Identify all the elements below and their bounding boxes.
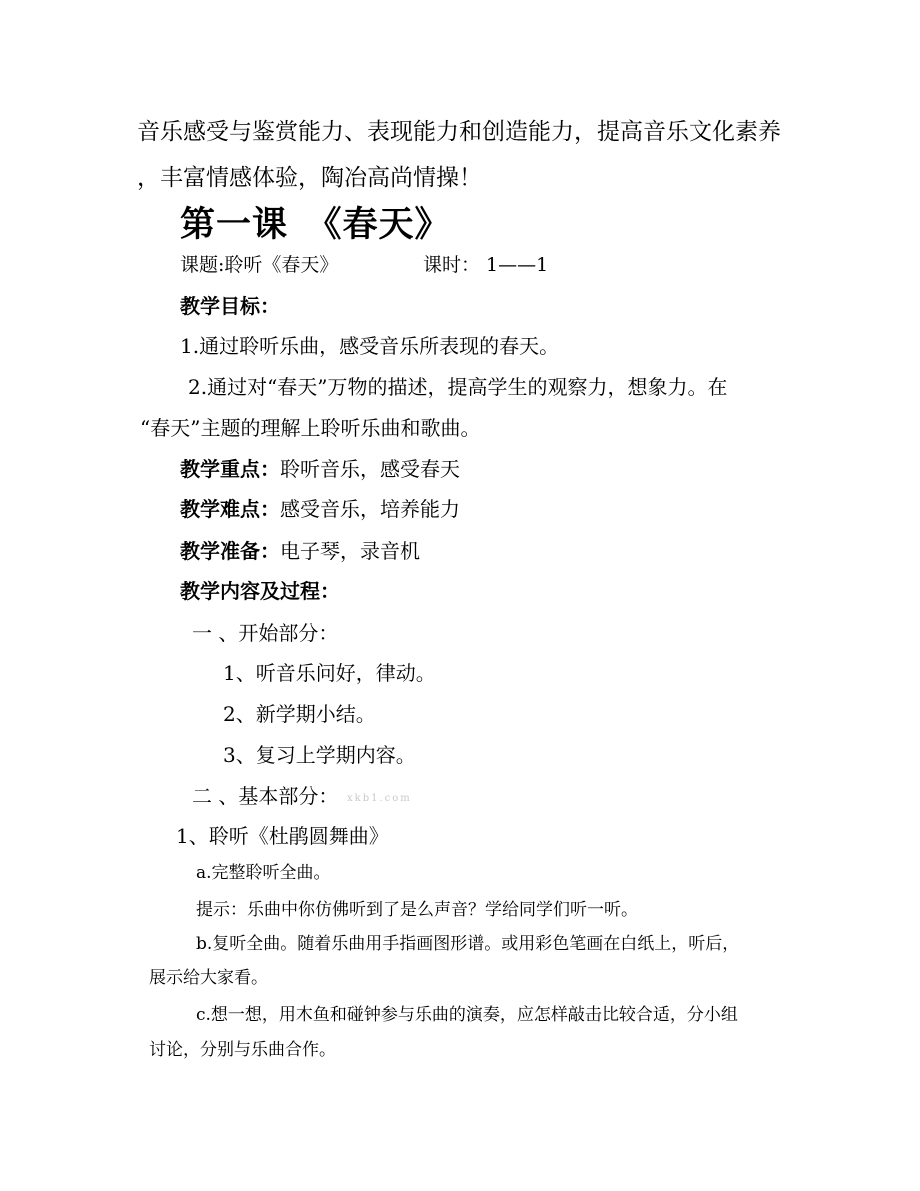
key-points-value: 聆听音乐，感受春天 [280,457,460,481]
part1-item-1: 1、听音乐问好，律动。 [223,661,436,685]
part2-heading: 二 、基本部分： [192,784,339,808]
part2-step-a: a.完整聆听全曲。 [196,863,331,883]
part1-heading: 一 、开始部分： [192,621,339,645]
lesson-hours: 课时： 1——1 [423,254,549,276]
preparation [180,541,420,561]
intro-line-2: ，丰富情感体验，陶冶高尚情操！ [137,165,482,191]
part2-step-b-line-2: 展示给大家看。 [149,968,268,988]
objective-2-line-2: “春天”主题的理解上聆听乐曲和歌曲。 [140,416,481,440]
objectives-heading: 教学目标： [180,294,280,318]
part1-item-2: 2、新学期小结。 [223,702,376,726]
difficulties-label: 教学难点： [180,497,280,521]
part2-hint: 提示：乐曲中你仿佛听到了是么声音？学给同学们听一听。 [196,900,638,920]
lesson-title: 第一课 《春天》 [180,204,451,245]
key-points [180,459,460,479]
part1-item-3: 3、复习上学期内容。 [223,743,416,767]
part2-step-c-line-1: c.想一想，用木鱼和碰钟参与乐曲的演奏，应怎样敲击比较合适，分小组 [196,1005,738,1025]
difficulties [180,499,460,519]
key-points-label: 教学重点： [180,457,280,481]
objective-1: 1.通过聆听乐曲，感受音乐所表现的春天。 [180,334,560,358]
preparation-value: 电子琴，录音机 [280,539,420,563]
lesson-topic: 课题:聆听《春天》 [180,254,339,276]
process-heading: 教学内容及过程： [180,579,340,603]
watermark: xkb1.com [347,793,412,804]
objective-2-line-1: 2.通过对“春天”万物的描述，提高学生的观察力，想象力。在 [188,375,728,399]
part2-step-c-line-2: 讨论，分别与乐曲合作。 [149,1040,336,1060]
difficulties-value: 感受音乐，培养能力 [280,497,460,521]
preparation-label: 教学准备： [180,539,280,563]
intro-line-1: 音乐感受与鉴赏能力、表现能力和创造能力，提高音乐文化素养 [137,119,781,145]
part2-step-b-line-1: b.复听全曲。随着乐曲用手指画图形谱。或用彩色笔画在白纸上，听后， [196,934,740,954]
part2-sub-1: 1、聆听《杜鹃圆舞曲》 [176,824,389,848]
